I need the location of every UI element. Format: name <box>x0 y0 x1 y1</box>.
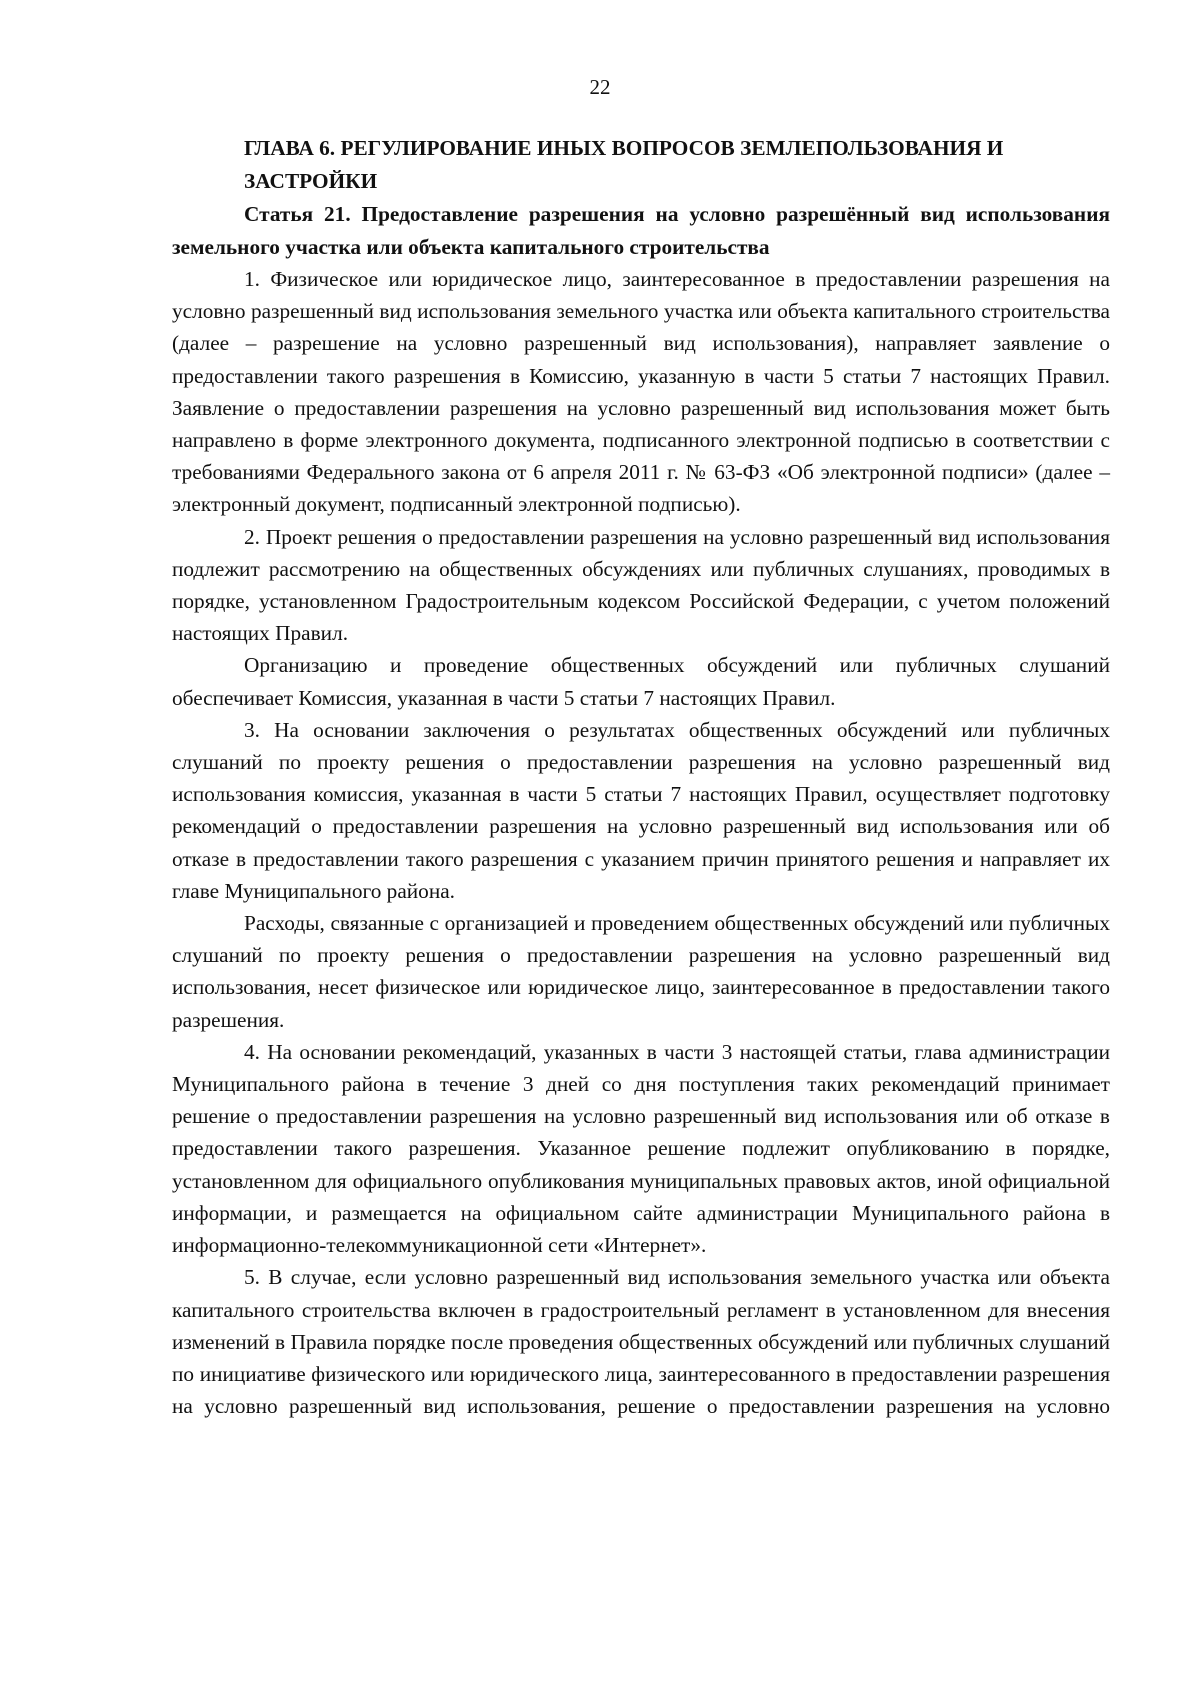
paragraph-1: 1. Физическое или юридическое лицо, заинтересованное в предоставлении разрешения на условно разрешенный вид использования земельного участка или объекта капитального строительства (далее – разрешение на условно разрешенный вид использования), направляет заявление о предоставлении такого разрешения в Комиссию, указанную в части 5 статьи 7 настоящих Правил. Заявление о предоставлении разрешения на условно разрешенный вид использования может быть направлено в форме электронного документа, подписанного электронной подписью в соответствии с требованиями Федерального закона от 6 апреля 2011 г. № 63-ФЗ «Об электронной подписи» (далее – электронный документ, подписанный электронной подписью). <box>172 267 1110 517</box>
paragraph-4: 4. На основании рекомендаций, указанных в части 3 настоящей статьи, глава администрации Муниципального района в течение 3 дней со дня поступления таких рекомендаций принимает решение о предоставлении разрешения на условно разрешенный вид использования или об отказе в предоставлении такого разрешения. Указанное решение подлежит опубликованию в порядке, установленном для официального опубликования муниципальных правовых актов, иной официальной информации, и размещается на официальном сайте администрации Муниципального района в информационно-телекоммуникационной сети «Интернет». <box>172 1039 1110 1258</box>
paragraph-2-continuation: Организацию и проведение общественных обсуждений или публичных слушаний обеспечивает Комиссия, указанная в части 5 статьи 7 настоящих Правил. <box>172 653 1110 710</box>
paragraph-3-continuation: Расходы, связанные с организацией и проведением общественных обсуждений или публичных слушаний по проекту решения о предоставлении разрешения на условно разрешенный вид использования, несет физическое или юридическое лицо, заинтересованное в предоставлении такого разрешения. <box>172 911 1110 1032</box>
paragraph-5: 5. В случае, если условно разрешенный вид использования земельного участка или объекта капитального строительства включен в градостроительный регламент в установленном для внесения изменений в Правила порядке после проведения общественных обсуждений или публичных слушаний по инициативе физического или юридического лица, заинтересованного в предоставлении разрешения на условно разрешенный вид использования, решение о предоставлении разрешения на условно <box>172 1265 1110 1419</box>
paragraph-2: 2. Проект решения о предоставлении разрешения на условно разрешенный вид использования подлежит рассмотрению на общественных обсуждениях или публичных слушаниях, проводимых в порядке, установленном Градостроительным кодексом Российской Федерации, с учетом положений настоящих Правил. <box>172 524 1110 646</box>
paragraph-3: 3. На основании заключения о результатах общественных обсуждений или публичных слушаний по проекту решения о предоставлении разрешения на условно разрешенный вид использования комиссия, указанная в части 5 статьи 7 настоящих Правил, осуществляет подготовку рекомендаций о предоставлении разрешения на условно разрешенный вид использования или об отказе в предоставлении такого разрешения с указанием причин принятого решения и направляет их главе Муниципального района. <box>172 717 1110 903</box>
document-body <box>172 132 1110 1422</box>
page-number: 22 <box>589 75 611 99</box>
chapter-title: ГЛАВА 6. РЕГУЛИРОВАНИЕ ИНЫХ ВОПРОСОВ ЗЕМЛЕПОЛЬЗОВАНИЯ И ЗАСТРОЙКИ <box>244 136 1004 193</box>
article-title: Статья 21. Предоставление разрешения на условно разрешённый вид использования земельного участка или объекта капитального строительства <box>172 202 1110 259</box>
